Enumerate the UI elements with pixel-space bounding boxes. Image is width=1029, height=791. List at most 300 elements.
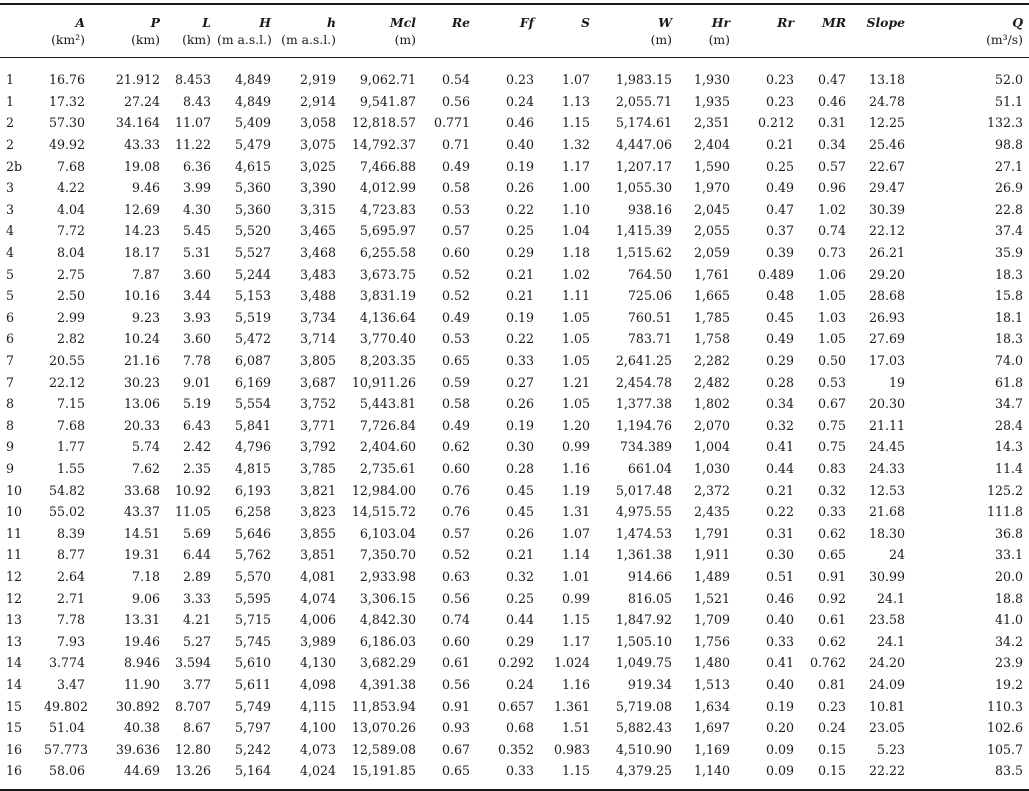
table-cell: 83.5 [911,760,1029,790]
table-cell: 0.33 [765,633,794,649]
table-cell: 21.11 [868,417,905,433]
table-row [0,371,1029,393]
table-cell: 5.27 [182,633,211,649]
table-cell: 8.77 [56,547,85,563]
column-header-hr: Hr [678,4,736,31]
table-cell: 0.83 [817,460,846,476]
table-cell: 17.03 [868,353,905,369]
table-cell: 24.78 [868,93,905,109]
table-cell: 0.75 [817,439,846,455]
table-cell: 3,989 [299,633,336,649]
table-cell: 1.07 [561,525,590,541]
table-cell: 0.57 [441,525,470,541]
column-unit-w: (m) [596,31,678,58]
table-cell: 1,847.92 [615,612,672,628]
column-header-slope: Slope [852,4,911,31]
basin-id-cell: 15 [6,698,23,714]
table-cell: 0.63 [441,568,470,584]
table-cell: 4,100 [299,720,336,736]
column-unit-re [422,31,476,58]
basin-id-cell: 4 [6,223,15,239]
table-cell: 2,735.61 [359,460,416,476]
table-cell: 23.9 [994,655,1023,671]
table-cell: 3,025 [299,158,336,174]
table-cell: 919.34 [627,676,672,692]
table-cell: 0.50 [817,353,846,369]
table-cell: 0.67 [817,396,846,412]
column-unit-basin [0,31,44,58]
table-cell: 0.81 [817,676,846,692]
table-cell: 58.06 [44,760,91,790]
table-cell: 938.16 [627,201,672,217]
table-cell: 0.34 [817,137,846,153]
table-cell: 20.30 [868,396,905,412]
table-cell: 1.13 [561,93,590,109]
table-cell: 6.36 [182,158,211,174]
table-cell: 0.26 [505,180,534,196]
table-cell: 5,646 [234,525,271,541]
basin-id-cell: 5 [6,288,15,304]
table-cell: 30.99 [868,568,905,584]
table-cell: 1.01 [561,568,590,584]
column-header-l: L [166,4,217,31]
table-cell: 5,443.81 [359,396,416,412]
basin-id-cell: 10 [6,482,23,498]
table-cell: 3.93 [182,309,211,325]
table-cell: 734.389 [619,439,672,455]
table-cell: 1,140 [678,760,736,790]
column-unit-rr [736,31,800,58]
basin-id-cell: 14 [6,655,23,671]
table-cell: 0.15 [800,760,852,790]
table-cell: 14.23 [123,223,160,239]
table-cell: 4,796 [234,439,271,455]
table-cell: 1,055.30 [615,180,672,196]
table-cell: 1,634 [693,698,730,714]
table-cell: 5,360 [234,201,271,217]
table-cell: 0.52 [441,547,470,563]
table-cell: 2,404.60 [359,439,416,455]
table-cell: 5.23 [876,741,905,757]
table-cell: 3,734 [299,309,336,325]
table-cell: 4,115 [299,698,336,714]
table-cell: 0.93 [441,720,470,736]
table-cell: 5,479 [234,137,271,153]
table-cell: 0.76 [441,504,470,520]
table-cell: 1.07 [561,72,590,88]
basin-id-cell: 6 [6,331,15,347]
table-cell: 40.38 [123,720,160,736]
table-cell: 0.68 [505,720,534,736]
table-row [0,717,1029,739]
table-cell: 2,641.25 [615,353,672,369]
table-cell: 3.774 [48,655,85,671]
table-cell: 783.71 [627,331,672,347]
table-cell: 3,306.15 [359,590,416,606]
table-cell: 25.46 [868,137,905,153]
table-cell: 24.33 [868,460,905,476]
table-cell: 18.17 [123,245,160,261]
table-cell: 0.45 [765,309,794,325]
table-cell: 0.62 [817,525,846,541]
table-cell: 5,695.97 [359,223,416,239]
table-cell: 0.49 [765,331,794,347]
table-cell: 5,610 [234,655,271,671]
table-cell: 2,914 [299,93,336,109]
table-cell: 0.51 [765,568,794,584]
table-cell: 24.09 [868,676,905,692]
table-row [0,328,1029,350]
basin-id-cell: 9 [6,439,15,455]
table-cell: 0.28 [765,374,794,390]
table-row [0,587,1029,609]
table-cell: 23.05 [868,720,905,736]
table-cell: 3.60 [182,331,211,347]
table-cell: 33.68 [123,482,160,498]
table-cell: 12.69 [123,201,160,217]
table-cell: 0.19 [505,417,534,433]
table-cell: 0.56 [441,93,470,109]
table-cell: 2,070 [693,417,730,433]
table-cell: 0.39 [765,245,794,261]
table-cell: 12.80 [174,741,211,757]
table-cell: 0.75 [817,417,846,433]
table-cell: 4,081 [299,568,336,584]
table-cell: 18.8 [994,590,1023,606]
table-cell: 28.4 [994,417,1023,433]
table-cell: 0.25 [505,590,534,606]
table-cell: 7.93 [56,633,85,649]
table-cell: 3,488 [299,288,336,304]
table-cell: 0.24 [505,93,534,109]
table-cell: 4,006 [299,612,336,628]
table-cell: 2,454.78 [615,374,672,390]
table-row [0,263,1029,285]
table-cell: 24.20 [868,655,905,671]
table-cell: 1.16 [561,676,590,692]
table-cell: 0.58 [441,180,470,196]
table-cell: 1.20 [561,417,590,433]
table-cell: 111.8 [986,504,1023,520]
basin-id-cell: 14 [6,676,23,692]
table-cell: 0.40 [765,612,794,628]
basin-id-cell: 11 [6,547,23,563]
table-row [0,501,1029,523]
table-cell: 1,758 [693,331,730,347]
table-cell: 98.8 [994,137,1023,153]
table-cell: 1,004 [693,439,730,455]
table-cell: 0.49 [441,309,470,325]
table-cell: 14.3 [994,439,1023,455]
column-header-mr: MR [800,4,852,31]
table-cell: 22.8 [994,201,1023,217]
table-row [0,393,1029,415]
table-row [0,112,1029,134]
column-header-s: S [540,4,596,31]
table-cell: 0.25 [505,223,534,239]
basin-id-cell: 12 [6,568,23,584]
basin-id-cell: 13 [6,633,23,649]
table-cell: 4.30 [182,201,211,217]
basin-id-cell: 15 [6,720,23,736]
table-cell: 3,673.75 [359,266,416,282]
table-cell: 1.15 [561,612,590,628]
table-cell: 1.11 [561,288,590,304]
header-unit-row [0,31,1029,58]
table-row [0,415,1029,437]
table-cell: 17.32 [48,93,85,109]
table-cell: 3,855 [299,525,336,541]
table-cell: 3,468 [299,245,336,261]
table-cell: 3.99 [182,180,211,196]
table-cell: 0.56 [441,676,470,692]
table-cell: 0.57 [441,223,470,239]
table-cell: 16.76 [48,72,85,88]
table-cell: 4,098 [299,676,336,692]
column-header-h: h [277,4,342,31]
table-cell: 132.3 [986,115,1023,131]
table-cell: 7.87 [131,266,160,282]
table-cell: 0.27 [505,374,534,390]
table-cell: 2,059 [693,245,730,261]
table-cell: 0.23 [817,698,846,714]
table-cell: 7.62 [131,460,160,476]
table-cell: 13.18 [868,72,905,88]
basin-id-cell: 2b [6,158,23,174]
table-cell: 1,361.38 [615,547,672,563]
table-cell: 4,510.90 [615,741,672,757]
table-cell: 61.8 [994,374,1023,390]
table-cell: 725.06 [627,288,672,304]
table-cell: 0.489 [757,266,794,282]
table-row [0,199,1029,221]
table-cell: 1,930 [693,72,730,88]
table-cell: 1.18 [561,245,590,261]
table-cell: 10.16 [123,288,160,304]
table-cell: 2,919 [299,72,336,88]
table-cell: 10.92 [174,482,211,498]
table-cell: 0.49 [765,180,794,196]
table-cell: 4,849 [234,93,271,109]
table-cell: 1.361 [553,698,590,714]
table-cell: 29.47 [868,180,905,196]
table-cell: 22.22 [852,760,911,790]
column-unit-ff [476,31,540,58]
table-cell: 5,797 [234,720,271,736]
table-cell: 2,282 [693,353,730,369]
table-cell: 5,174.61 [615,115,672,131]
table-cell: 12.25 [868,115,905,131]
table-cell: 0.49 [441,417,470,433]
table-cell: 4,975.55 [615,504,672,520]
table-cell: 26.21 [868,245,905,261]
table-cell: 8.67 [182,720,211,736]
table-cell: 1,983.15 [615,72,672,88]
table-cell: 4,012.99 [359,180,416,196]
table-cell: 41.0 [994,612,1023,628]
table-cell: 764.50 [627,266,672,282]
table-cell: 74.0 [994,353,1023,369]
table-row [0,609,1029,631]
table-cell: 1.17 [561,633,590,649]
table-cell: 0.71 [441,137,470,153]
table-cell: 0.91 [441,698,470,714]
table-cell: 5,762 [234,547,271,563]
table-cell: 0.41 [765,439,794,455]
table-cell: 0.34 [765,396,794,412]
table-cell: 6,186.03 [359,633,416,649]
table-row [0,307,1029,329]
table-cell: 1,970 [693,180,730,196]
table-row [0,479,1029,501]
table-cell: 1,911 [693,547,730,563]
table-cell: 0.62 [817,633,846,649]
table-cell: 14,792.37 [351,137,416,153]
column-unit-mr [800,31,852,58]
table-cell: 13.06 [123,396,160,412]
table-cell: 1.15 [561,115,590,131]
table-cell: 1,521 [693,590,730,606]
table-cell: 10.24 [123,331,160,347]
table-cell: 4,379.25 [596,760,678,790]
table-cell: 5,520 [234,223,271,239]
table-cell: 0.33 [817,504,846,520]
table-cell: 1.31 [561,504,590,520]
table-cell: 18.3 [994,331,1023,347]
table-cell: 3.594 [174,655,211,671]
column-unit-a: (km²) [44,31,91,58]
table-cell: 57.30 [48,115,85,131]
column-header-mcl: Mcl [342,4,422,31]
basin-id-cell: 8 [6,396,15,412]
table-cell: 12,984.00 [351,482,416,498]
table-cell: 1.19 [561,482,590,498]
table-cell: 51.1 [994,93,1023,109]
table-cell: 5,719.08 [615,698,672,714]
table-cell: 1,590 [693,158,730,174]
table-row [0,544,1029,566]
table-cell: 0.28 [505,460,534,476]
table-cell: 0.44 [505,612,534,628]
table-cell: 5,882.43 [615,720,672,736]
table-cell: 30.23 [123,374,160,390]
table-cell: 0.19 [765,698,794,714]
table-cell: 18.3 [994,266,1023,282]
table-cell: 20.55 [48,353,85,369]
table-cell: 2.35 [182,460,211,476]
table-cell: 0.57 [817,158,846,174]
table-cell: 0.15 [817,741,846,757]
table-cell: 5,570 [234,568,271,584]
table-cell: 3,792 [299,439,336,455]
table-cell: 0.65 [441,353,470,369]
table-cell: 0.32 [817,482,846,498]
table-cell: 3,805 [299,353,336,369]
table-cell: 0.212 [757,115,794,131]
table-cell: 3,771 [299,417,336,433]
table-cell: 44.69 [91,760,166,790]
table-cell: 6,087 [234,353,271,369]
header-symbol-row [0,4,1029,31]
table-cell: 1.14 [561,547,590,563]
table-cell: 1,513 [693,676,730,692]
table-cell: 760.51 [627,309,672,325]
table-cell: 9.01 [182,374,211,390]
table-cell: 1.55 [56,460,85,476]
table-cell: 3,075 [299,137,336,153]
table-cell: 0.92 [817,590,846,606]
column-unit-p: (km) [91,31,166,58]
table-cell: 0.29 [765,353,794,369]
table-cell: 2.71 [56,590,85,606]
table-cell: 1,049.75 [615,655,672,671]
table-cell: 20.0 [994,568,1023,584]
table-cell: 33.1 [994,547,1023,563]
table-cell: 5.31 [182,245,211,261]
table-cell: 3,785 [299,460,336,476]
table-cell: 2.82 [56,331,85,347]
table-cell: 1.15 [540,760,596,790]
table-cell: 13,070.26 [351,720,416,736]
table-cell: 18.1 [994,309,1023,325]
table-cell: 23.58 [868,612,905,628]
column-unit-q: (m³/s) [911,31,1029,58]
table-cell: 1,474.53 [615,525,672,541]
table-cell: 12.53 [868,482,905,498]
table-cell: 6.43 [182,417,211,433]
table-row [0,58,1029,91]
column-unit-hr: (m) [678,31,736,58]
column-header-ff: Ff [476,4,540,31]
table-cell: 1,935 [693,93,730,109]
table-cell: 2,372 [693,482,730,498]
basin-id-cell: 9 [6,460,15,476]
table-cell: 3,315 [299,201,336,217]
table-cell: 9.06 [131,590,160,606]
table-cell: 2,435 [693,504,730,520]
basin-id-cell: 7 [6,353,15,369]
basin-id-cell: 6 [6,309,15,325]
table-cell: 3.77 [182,676,211,692]
table-cell: 0.73 [817,245,846,261]
table-cell: 1,791 [693,525,730,541]
table-cell: 34.7 [994,396,1023,412]
table-cell: 0.37 [765,223,794,239]
table-cell: 27.1 [994,158,1023,174]
table-cell: 2.50 [56,288,85,304]
table-cell: 8.43 [182,93,211,109]
table-cell: 5,841 [234,417,271,433]
table-cell: 6,103.04 [359,525,416,541]
basin-id-cell: 3 [6,180,15,196]
table-row [0,458,1029,480]
table-row [0,350,1029,372]
table-cell: 54.82 [48,482,85,498]
table-cell: 0.657 [497,698,534,714]
table-cell: 6,255.58 [359,245,416,261]
table-cell: 0.24 [817,720,846,736]
basin-id-cell: 3 [6,201,15,217]
table-cell: 5,519 [234,309,271,325]
table-cell: 5,749 [234,698,271,714]
table-cell: 0.96 [817,180,846,196]
table-cell: 52.0 [994,72,1023,88]
table-cell: 3,770.40 [359,331,416,347]
table-cell: 24.45 [868,439,905,455]
table-cell: 7.18 [131,568,160,584]
basin-id-cell: 1 [6,93,15,109]
table-cell: 7.68 [56,158,85,174]
